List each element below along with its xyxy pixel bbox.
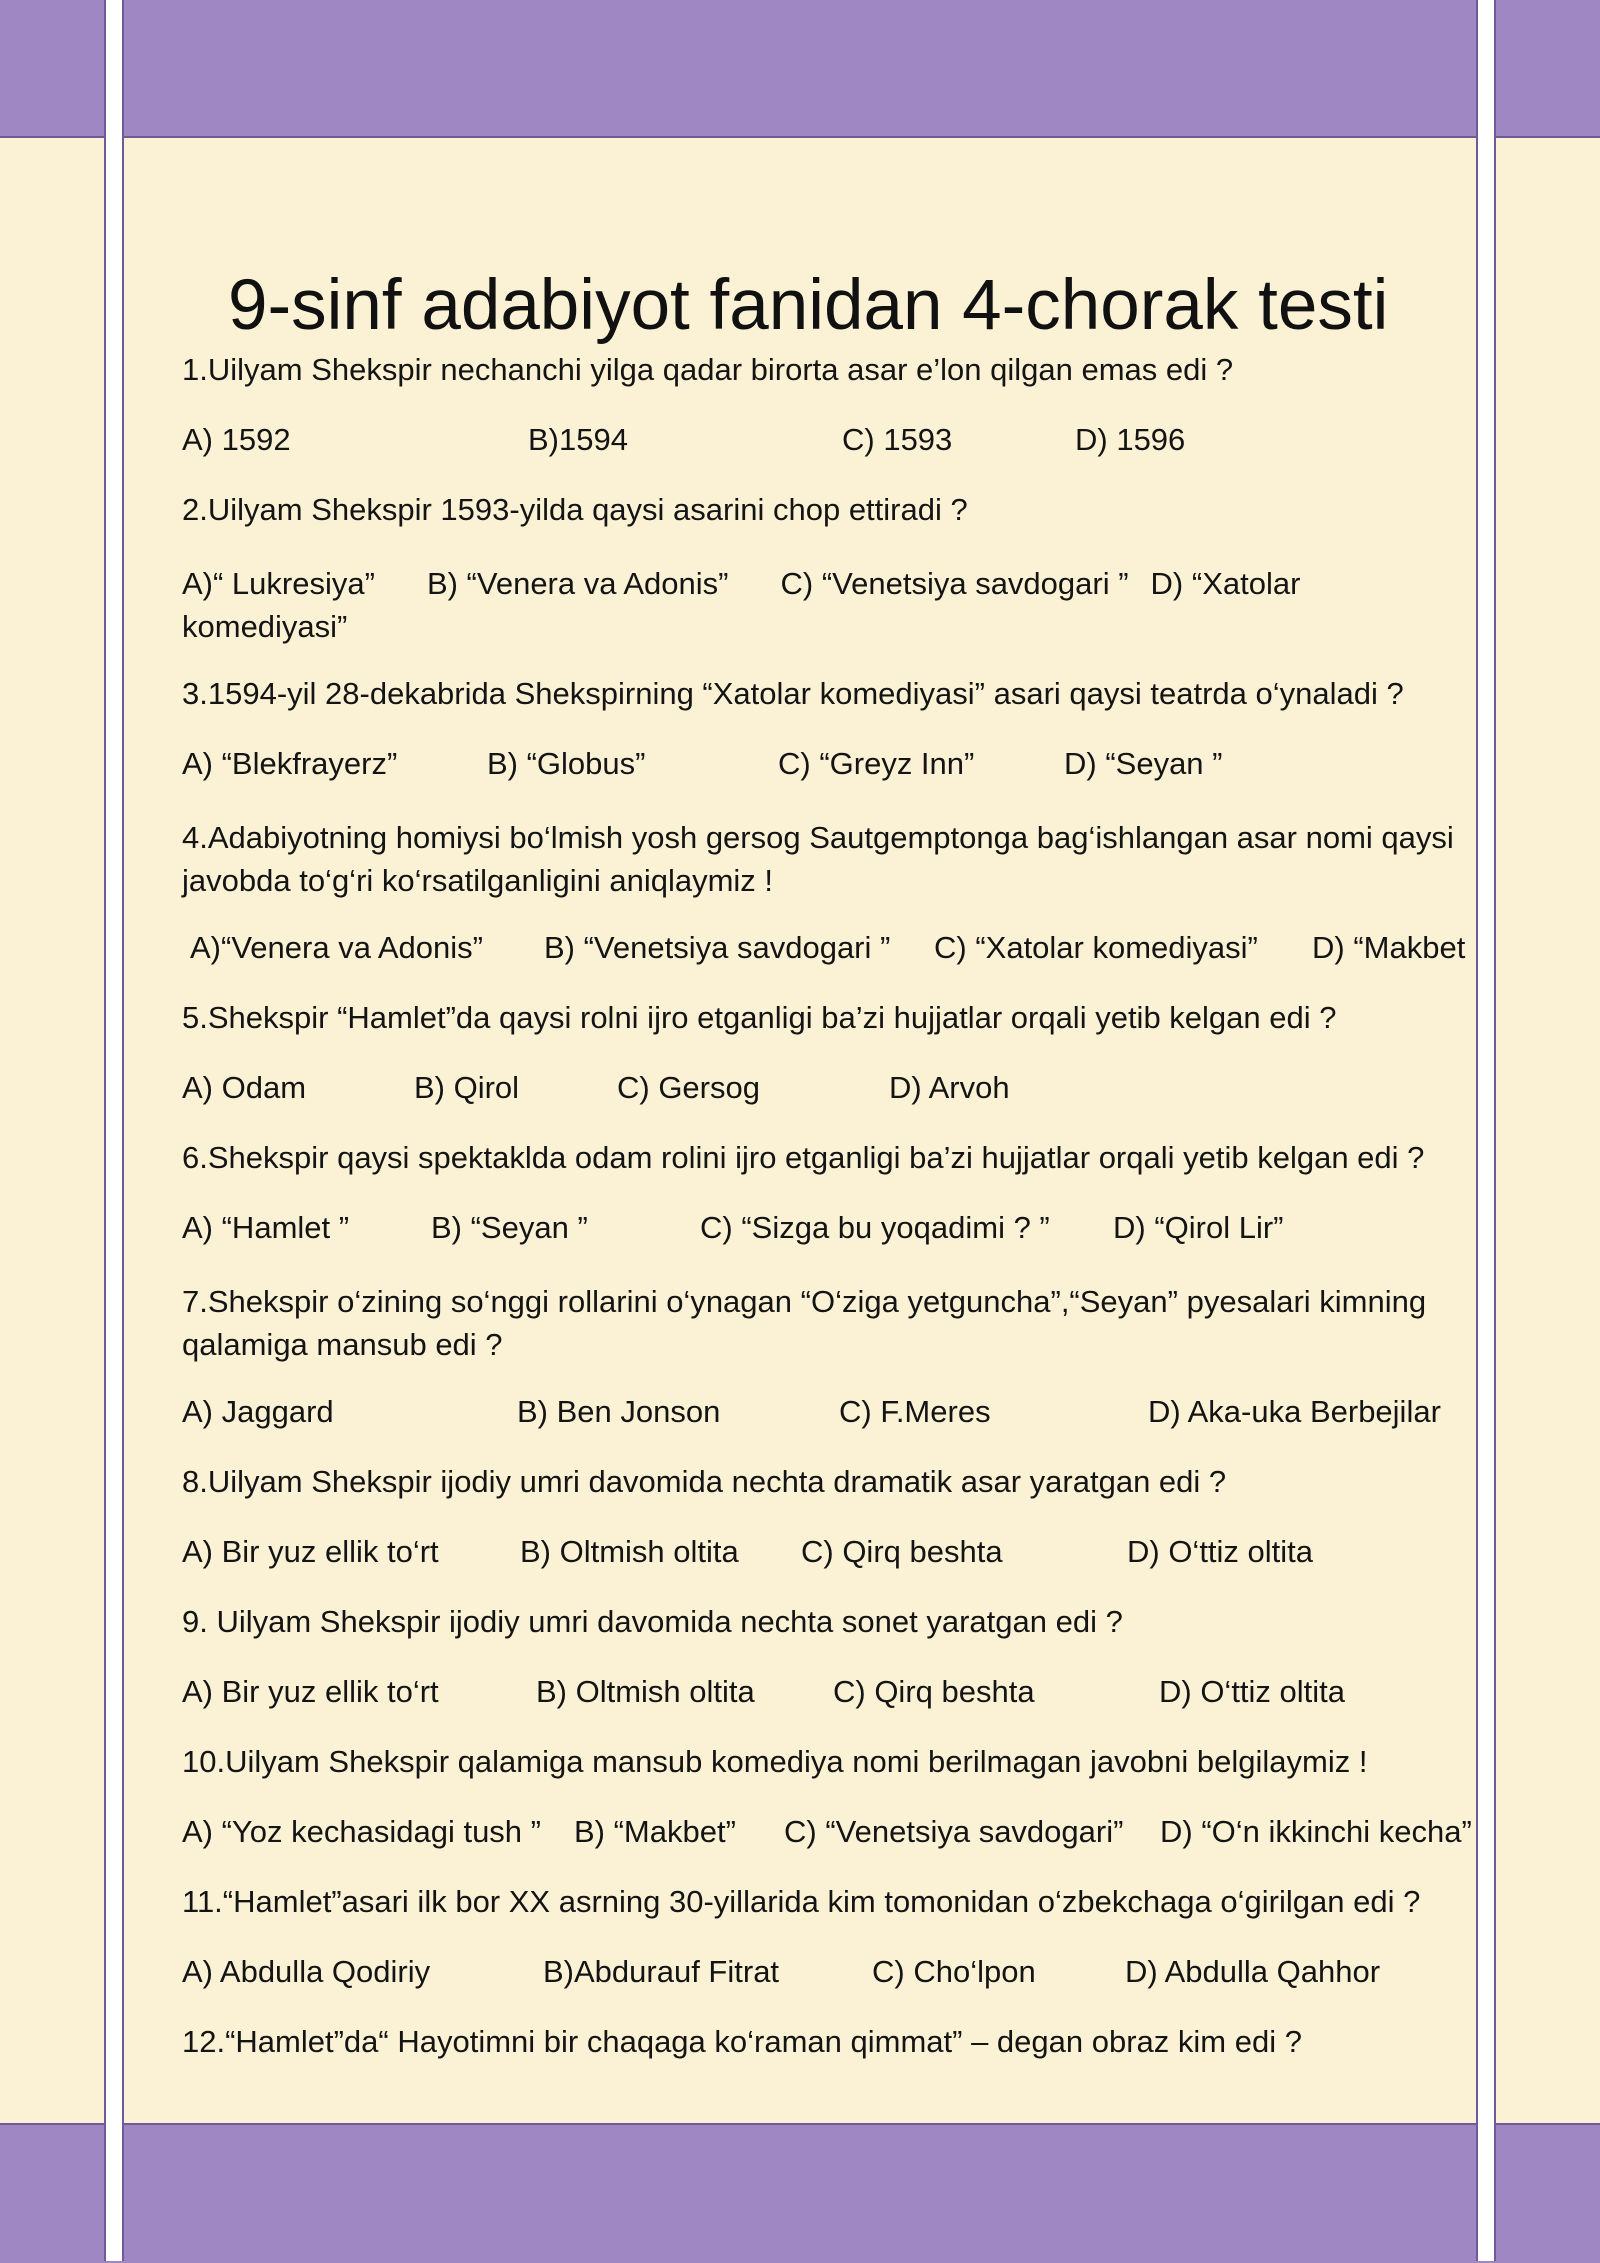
option-b: B) “Seyan ” [431, 1210, 588, 1245]
option-c: C) “Sizga bu yoqadimi ? ” [700, 1210, 1050, 1245]
option-a: A) “Hamlet ” [182, 1210, 350, 1245]
question-7: 7.Shekspir o‘zining so‘nggi rollarini o‘ynagan “O‘ziga yetguncha”,“Seyan” pyesalari kimning qalamiga mansub edi ? [182, 1284, 1427, 1362]
question-8: 8.Uilyam Shekspir ijodiy umri davomida nechta dramatik asar yaratgan edi ? [182, 1464, 1227, 1499]
option-a: A) “Blekfrayerz” [182, 746, 398, 781]
question-1: 1.Uilyam Shekspir nechanchi yilga qadar birorta asar e’lon qilgan emas edi ? [182, 352, 1234, 387]
option-d: D) “Xatolar komediyasi” [182, 566, 1301, 644]
question-12: 12.“Hamlet”da“ Hayotimni bir chaqaga ko‘raman qimmat” – degan obraz kim edi ? [182, 2024, 1302, 2059]
options-8 [182, 1534, 1472, 1570]
question-9: 9. Uilyam Shekspir ijodiy umri davomida nechta sonet yaratgan edi ? [182, 1604, 1123, 1639]
options-5 [182, 1070, 1472, 1106]
question-2: 2.Uilyam Shekspir 1593-yilda qaysi asarini chop ettiradi ? [182, 492, 968, 527]
option-d: D) “Seyan ” [1064, 746, 1223, 781]
option-a: A) Jaggard [182, 1394, 334, 1429]
question-3: 3.1594-yil 28-dekabrida Shekspirning “Xatolar komediyasi” asari qaysi teatrda o‘ynaladi ? [182, 676, 1404, 711]
option-d: D) O‘ttiz oltita [1159, 1674, 1346, 1709]
option-d: D) Abdulla Qahhor [1125, 1954, 1381, 1989]
option-c: C) “Xatolar komediyasi” [934, 930, 1258, 965]
options-1 [182, 422, 1472, 458]
option-c: C) F.Meres [839, 1394, 991, 1429]
option-a: A)“ Lukresiya” [182, 566, 375, 601]
option-d: D) Aka-uka Berbejilar [1148, 1394, 1441, 1429]
options-9 [182, 1674, 1472, 1710]
options-4 [182, 930, 1472, 966]
option-d: D) O‘ttiz oltita [1127, 1534, 1314, 1569]
option-c: C) Qirq beshta [833, 1674, 1035, 1709]
option-b: B)Abdurauf Fitrat [543, 1954, 780, 1989]
question-10: 10.Uilyam Shekspir qalamiga mansub komediya nomi berilmagan javobni belgilaymiz ! [182, 1744, 1368, 1779]
right-margin-stripe [1476, 0, 1496, 2261]
option-c: C) 1593 [842, 422, 953, 457]
question-5: 5.Shekspir “Hamlet”da qaysi rolni ijro etganligi ba’zi hujjatlar orqali yetib kelgan edi ? [182, 1000, 1337, 1035]
left-margin-stripe [104, 0, 124, 2261]
option-a: A)“Venera va Adonis” [190, 930, 483, 965]
options-11 [182, 1954, 1472, 1990]
options-6 [182, 1210, 1472, 1246]
options-10 [182, 1814, 1476, 1850]
option-c: C) Cho‘lpon [872, 1954, 1036, 1989]
question-11: 11.“Hamlet”asari ilk bor XX asrning 30-yillarida kim tomonidan o‘zbekchaga o‘girilgan edi ? [182, 1884, 1421, 1919]
option-a: A) 1592 [182, 422, 291, 457]
question-6: 6.Shekspir qaysi spektaklda odam rolini ijro etganligi ba’zi hujjatlar orqali yetib kelgan edi ? [182, 1140, 1425, 1175]
option-d: D) “Makbet [1312, 930, 1466, 965]
top-decorative-band [0, 0, 1600, 138]
option-d: D) “Qirol Lir” [1113, 1210, 1284, 1245]
option-a: A) Odam [182, 1070, 307, 1105]
option-d: D) 1596 [1075, 422, 1186, 457]
option-a: A) Bir yuz ellik to‘rt [182, 1534, 439, 1569]
question-4: 4.Adabiyotning homiysi bo‘lmish yosh gersog Sautgemptonga bag‘ishlangan asar nomi qaysi javobda to‘g‘ri ko‘rsatilganligini aniqlaymiz ! [182, 820, 1454, 898]
test-questions [182, 352, 1472, 2094]
option-d: D) Arvoh [889, 1070, 1010, 1105]
bottom-decorative-band [0, 2123, 1600, 2263]
option-b: B) Oltmish oltita [536, 1674, 755, 1709]
option-c: C) Qirq beshta [801, 1534, 1003, 1569]
option-b: B)1594 [528, 422, 628, 457]
option-c: C) “Venetsiya savdogari ” [780, 566, 1129, 601]
page-title: 9-sinf adabiyot fanidan 4-chorak testi [228, 266, 1389, 345]
option-c: C) “Greyz Inn” [778, 746, 975, 781]
option-b: B) Oltmish oltita [520, 1534, 739, 1569]
option-c: C) “Venetsiya savdogari” [784, 1814, 1124, 1849]
option-c: C) Gersog [617, 1070, 760, 1105]
option-b: B) Ben Jonson [517, 1394, 721, 1429]
options-7 [182, 1394, 1472, 1430]
options-2 [182, 562, 1472, 648]
option-a: A) Bir yuz ellik to‘rt [182, 1674, 439, 1709]
option-a: A) “Yoz kechasidagi tush ” [182, 1814, 541, 1849]
option-b: B) “Venera va Adonis” [426, 566, 729, 601]
option-d: D) “O‘n ikkinchi kecha” [1160, 1814, 1472, 1849]
option-a: A) Abdulla Qodiriy [182, 1954, 431, 1989]
option-b: B) Qirol [414, 1070, 520, 1105]
option-b: B) “Makbet” [574, 1814, 736, 1849]
option-b: B) “Venetsiya savdogari ” [544, 930, 891, 965]
options-3 [182, 746, 1472, 782]
option-b: B) “Globus” [487, 746, 646, 781]
